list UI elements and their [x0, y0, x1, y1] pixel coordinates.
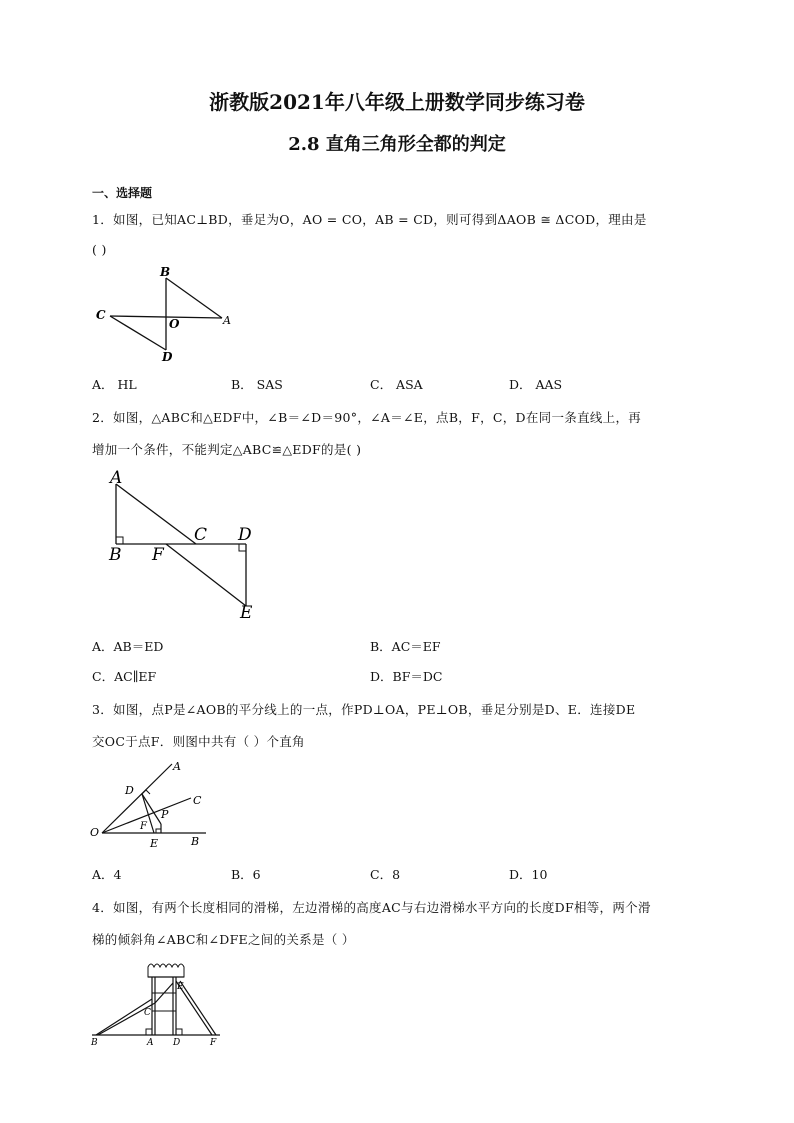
question-3-option-c: C．8 — [370, 867, 401, 882]
question-1-blank: ( ) — [92, 242, 107, 257]
question-3-option-a: A．4 — [92, 867, 122, 882]
fig3-label-c: C — [193, 794, 202, 807]
fig2-label-c: C — [194, 525, 208, 545]
question-4-text-line2: 梯的倾斜角∠ABC和∠DFE之间的关系是（ ） — [92, 932, 355, 947]
question-3-text-line2: 交OC于点F．则图中共有（ ）个直角 — [92, 734, 305, 749]
fig4-label-c: C — [144, 1008, 151, 1018]
fig3-label-a: A — [173, 760, 181, 773]
question-2-option-b: B．AC＝EF — [370, 639, 441, 654]
fig1-label-o: O — [169, 317, 180, 331]
question-3-figure — [88, 756, 213, 851]
fig3-label-o: O — [90, 826, 100, 839]
question-1-text: 1．如图，已知AC⊥BD，垂足为O，AO = CO，AB = CD，则可得到ΔAOB ≅ ΔCOD，理由是 — [92, 212, 647, 227]
fig2-label-d: D — [238, 525, 252, 545]
fig1-label-a: A — [223, 314, 231, 327]
question-4-figure — [88, 955, 228, 1047]
fig1-label-d: D — [162, 350, 173, 364]
fig2-label-b: B — [109, 545, 122, 565]
question-3-text: 3．如图，点P是∠AOB的平分线上的一点，作PD⊥OA，PE⊥OB，垂足分别是D、E．连接DE — [92, 702, 636, 717]
fig2-label-a: A — [110, 468, 123, 488]
question-1-option-b: B． SAS — [231, 377, 283, 392]
question-2-text-line2: 增加一个条件，不能判定△ABC≌△EDF的是( ) — [92, 442, 362, 457]
fig3-label-b: B — [191, 835, 200, 848]
page-subtitle: 2.8 直角三角形全都的判定 — [288, 134, 506, 155]
question-1-option-a: A． HL — [92, 377, 137, 392]
fig4-label-f: F — [210, 1038, 217, 1048]
question-2-option-d: D．BF＝DC — [370, 669, 443, 684]
fig1-label-c: C — [96, 308, 106, 322]
question-1-figure — [92, 262, 252, 367]
question-2-text: 2．如图，△ABC和△EDF中，∠B＝∠D＝90°，∠A＝∠E，点B，F，C，D在同一条直线上，再 — [92, 410, 642, 425]
fig3-label-f: F — [140, 821, 147, 832]
fig2-label-e: E — [240, 603, 253, 623]
question-1-option-c: C． ASA — [370, 377, 423, 392]
fig4-label-b: B — [91, 1038, 98, 1048]
fig4-label-a: A — [147, 1038, 154, 1048]
fig4-label-d: D — [173, 1038, 181, 1048]
fig1-label-b: B — [160, 265, 171, 279]
question-2-option-c: C．AC∥EF — [92, 669, 157, 684]
fig2-label-f: F — [152, 545, 164, 565]
question-1-option-d: D． AAS — [509, 377, 563, 392]
fig4-label-e: E — [177, 982, 184, 992]
question-2-figure — [100, 466, 270, 626]
section-heading: 一、选择题 — [92, 186, 153, 200]
question-2-option-a: A．AB＝ED — [92, 639, 164, 654]
fig3-label-p: P — [161, 808, 169, 821]
fig3-label-e: E — [150, 837, 159, 850]
page-title: 浙教版2021年八年级上册数学同步练习卷 — [209, 90, 585, 114]
fig3-label-d: D — [125, 784, 134, 797]
question-4-text: 4．如图，有两个长度相同的滑梯，左边滑梯的高度AC与右边滑梯水平方向的长度DF相等，两个滑 — [92, 900, 651, 915]
question-3-option-d: D．10 — [509, 867, 548, 882]
question-3-option-b: B．6 — [231, 867, 261, 882]
